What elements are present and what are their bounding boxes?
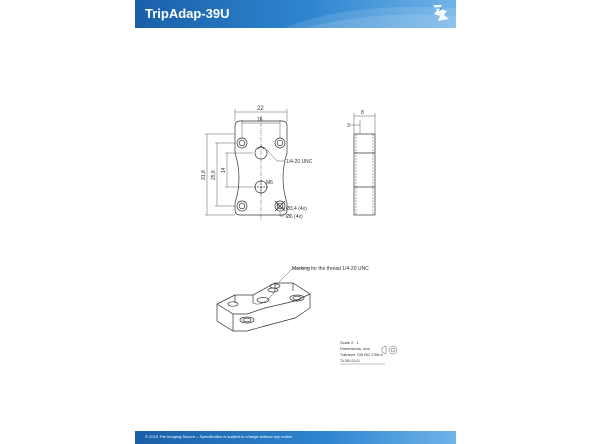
front-dimensions <box>205 109 287 216</box>
imaging-source-logo-icon <box>430 2 452 24</box>
front-view <box>235 116 287 220</box>
title-block-icon <box>382 346 397 354</box>
title-block-extra: TA-39U-01-01 <box>340 359 360 363</box>
dim-height-total: 31,8 <box>201 170 207 180</box>
dim-thickness-small: 3 <box>347 123 350 129</box>
footer-text: © 2016 The Imaging Source – Specification is subject to change without any notice. <box>145 434 293 439</box>
title-block-tolerance: Tolerance: DIN ISO 2768-m <box>340 353 383 357</box>
dim-height-inner: 14 <box>221 167 227 173</box>
dim-width-inner: 16 <box>257 117 263 123</box>
title-block-scale: Scale 2 : 1 <box>340 340 359 345</box>
dim-hole-large: Ø6 (4x) <box>286 214 303 220</box>
dimension-labels <box>201 106 369 272</box>
dim-height-mid: 25,8 <box>211 170 217 180</box>
title-block <box>340 340 385 364</box>
side-view <box>350 113 375 215</box>
dim-thread-label: 1/4-20 UNC <box>286 159 313 165</box>
page-header <box>135 0 456 28</box>
dim-width-total: 22 <box>257 106 264 112</box>
iso-marking-label: Marking for the thread 1/4-20 UNC <box>292 266 369 272</box>
title-block-dims: Dimensions: mm <box>340 346 370 351</box>
dim-thickness: 8 <box>361 110 364 116</box>
page-title: TripAdap-39U <box>145 6 230 21</box>
isometric-view <box>217 268 310 331</box>
dim-hole-small: Ø3,4 (4x) <box>286 206 307 212</box>
dim-m6-label: M6 <box>266 180 273 186</box>
technical-drawing <box>135 28 456 431</box>
page-footer <box>135 431 456 444</box>
